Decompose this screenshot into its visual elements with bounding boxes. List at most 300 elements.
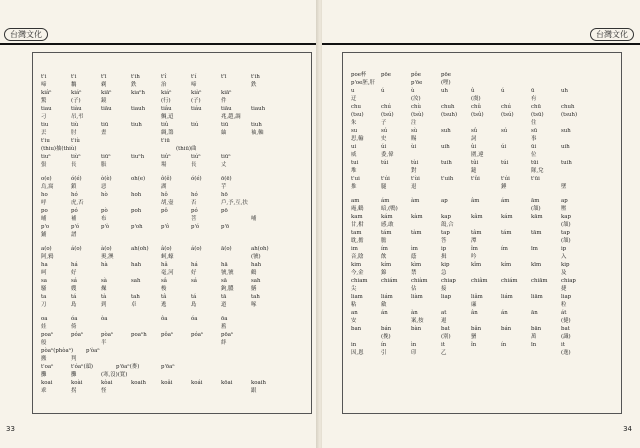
table-cell: án xyxy=(501,310,508,316)
table-cell: ó(é) xyxy=(191,176,202,182)
table-cell xyxy=(191,387,221,395)
table-row xyxy=(41,315,307,323)
table-cell: bān xyxy=(531,326,542,332)
table-cell: 絆 xyxy=(221,340,227,346)
table-cell xyxy=(381,95,411,103)
table-cell xyxy=(531,317,561,325)
table-cell xyxy=(351,333,381,341)
table-cell xyxy=(441,135,471,143)
table-cell xyxy=(131,215,161,223)
table-row xyxy=(41,121,307,129)
table-row xyxy=(41,81,307,89)
table-row xyxy=(351,167,617,175)
table-cell: 鉤,膿 xyxy=(221,286,234,292)
table-cell: úi xyxy=(381,144,387,150)
table-row xyxy=(351,183,617,191)
table-cell: (thiū)曲 xyxy=(176,146,197,152)
table-cell xyxy=(101,137,131,145)
table-cell: su xyxy=(351,128,358,134)
table-cell: chuh xyxy=(561,104,575,110)
table-cell: tūi xyxy=(531,160,539,166)
table-cell: ah(oh) xyxy=(131,246,149,252)
table-cell: 位 xyxy=(531,152,537,158)
table-cell xyxy=(191,323,221,331)
table-cell: ôa xyxy=(161,316,168,322)
table-cell xyxy=(131,129,161,137)
table-cell: âm xyxy=(471,198,480,204)
table-row xyxy=(351,317,617,325)
table-cell: sû xyxy=(471,128,478,134)
table-cell: 刁 xyxy=(41,114,47,120)
table-cell: chū xyxy=(531,104,541,110)
table-row xyxy=(351,261,617,269)
table-cell xyxy=(501,221,531,229)
table-cell: 好 xyxy=(191,270,197,276)
table-cell: ān xyxy=(531,310,538,316)
table-row xyxy=(351,135,617,143)
table-cell xyxy=(131,113,161,121)
table-cell: chiàm xyxy=(411,278,428,284)
table-cell xyxy=(471,285,501,293)
table-row xyxy=(41,191,307,199)
table-cell xyxy=(221,81,251,89)
table-cell xyxy=(501,333,531,341)
table-cell: 粘 xyxy=(351,302,357,308)
table-row xyxy=(41,355,307,363)
table-cell: ú xyxy=(501,88,505,94)
syllable-table xyxy=(41,73,307,395)
table-cell: tùi xyxy=(411,160,419,166)
table-cell: 佔 xyxy=(411,286,417,292)
table-row xyxy=(41,73,307,81)
table-cell: ín xyxy=(381,342,387,348)
table-cell xyxy=(221,215,251,223)
table-cell: chiām xyxy=(531,278,548,284)
table-cell: 子 xyxy=(381,120,387,126)
table-cell: hâ xyxy=(161,262,168,268)
table-cell: kiāⁿ xyxy=(101,90,112,96)
table-row xyxy=(351,151,617,159)
table-cell: 島 xyxy=(191,302,197,308)
table-row xyxy=(41,153,307,161)
table-cell: 堆 xyxy=(351,168,357,174)
table-cell: 尖 xyxy=(351,286,357,292)
table-cell: 烏,窩 xyxy=(41,184,54,190)
table-cell: tûi xyxy=(471,160,479,166)
table-cell: t'ih xyxy=(251,74,260,80)
table-cell: 袖,軸 xyxy=(251,130,264,136)
table-cell xyxy=(131,183,161,191)
table-cell: liam xyxy=(351,294,363,300)
table-cell: poaⁿ xyxy=(41,332,54,338)
table-cell: t'ûi xyxy=(471,176,480,182)
table-row xyxy=(41,207,307,215)
table-cell: ùi xyxy=(411,144,417,150)
table-cell: túi xyxy=(501,160,509,166)
table-cell: koài xyxy=(71,380,83,386)
table-cell: tap xyxy=(441,230,450,236)
table-cell: hó xyxy=(71,192,78,198)
table-cell xyxy=(131,253,161,261)
table-cell: bat xyxy=(441,326,450,332)
table-cell: 耽,擔 xyxy=(351,238,364,244)
table-cell: (tsuh) xyxy=(441,112,458,118)
table-cell: hò xyxy=(101,192,108,198)
table-cell: (哩) xyxy=(441,80,451,86)
table-cell: u xyxy=(351,88,355,94)
table-cell: ām xyxy=(531,198,540,204)
table-cell: tiauh xyxy=(131,106,146,112)
table-cell xyxy=(191,129,221,137)
table-cell: tám xyxy=(501,230,512,236)
table-cell: ím xyxy=(381,246,388,252)
table-row xyxy=(41,129,307,137)
table-cell: 及 xyxy=(561,270,567,276)
table-cell: â(o) xyxy=(161,246,172,252)
table-cell: tiū xyxy=(101,122,109,128)
table-cell: 紬 xyxy=(221,130,227,136)
table-cell: 騷 xyxy=(41,286,47,292)
table-cell: 譜 xyxy=(71,232,77,238)
table-cell: 娃 xyxy=(41,324,47,330)
table-cell: pó xyxy=(191,208,198,214)
table-cell xyxy=(131,161,161,169)
table-cell: tui xyxy=(351,160,359,166)
table-cell: 卓 xyxy=(131,302,137,308)
table-cell: òa xyxy=(101,316,108,322)
page-number: 34 xyxy=(623,425,632,433)
table-cell xyxy=(441,95,471,103)
table-cell: 判 xyxy=(71,356,77,362)
table-cell: 嫂 xyxy=(71,286,77,292)
table-cell: 綢,籌 xyxy=(161,130,174,136)
table-cell xyxy=(131,285,161,293)
table-cell: ú xyxy=(381,88,385,94)
table-cell xyxy=(501,253,531,261)
table-cell xyxy=(101,199,131,207)
table-cell: 鱔 xyxy=(251,286,257,292)
table-cell: chú xyxy=(501,104,511,110)
table-cell xyxy=(161,231,191,239)
table-cell: t'ui xyxy=(351,176,360,182)
table-cell: (tsū) xyxy=(531,112,544,118)
table-cell: tiáu xyxy=(191,106,202,112)
table-cell: suh xyxy=(441,128,451,134)
table-cell xyxy=(131,231,161,239)
table-cell: tiāu xyxy=(221,106,232,112)
table-cell: 答 xyxy=(441,238,447,244)
table-cell xyxy=(131,269,161,277)
table-cell: óa xyxy=(71,316,78,322)
table-cell: îm xyxy=(471,246,478,252)
table-row xyxy=(41,363,307,371)
table-cell: liàm xyxy=(411,294,423,300)
table-cell: (tsuh) xyxy=(561,112,578,118)
table-cell: 黐 xyxy=(71,82,77,88)
table-cell: 接 xyxy=(441,286,447,292)
table-cell: 庵,鶴 xyxy=(351,206,364,212)
table-cell: (tsù) xyxy=(411,112,424,118)
table-cell: 島 xyxy=(71,302,77,308)
table-cell: 壓 xyxy=(561,206,567,212)
table-cell xyxy=(131,137,161,145)
table-cell: chiám xyxy=(381,278,398,284)
table-row xyxy=(41,223,307,231)
table-cell xyxy=(221,253,251,261)
table-cell: 兆,趙,調 xyxy=(221,114,241,120)
table-cell xyxy=(161,215,191,223)
table-cell: poh xyxy=(131,208,142,214)
table-cell: (挽) xyxy=(381,334,391,340)
table-cell: 般 xyxy=(41,340,47,346)
table-cell: suh xyxy=(561,128,571,134)
table-cell: 脹 xyxy=(101,162,107,168)
table-row xyxy=(41,199,307,207)
table-cell: 菩 xyxy=(191,216,197,222)
table-row xyxy=(351,301,617,309)
table-cell: p'ó xyxy=(71,224,80,230)
table-cell: chú xyxy=(381,104,391,110)
table-cell: 膽 xyxy=(381,238,387,244)
table-cell: chù xyxy=(411,104,421,110)
table-cell: ìm xyxy=(411,246,418,252)
table-cell: 鯛,迢 xyxy=(161,114,174,120)
table-cell xyxy=(161,323,191,331)
table-cell: 鶴 xyxy=(251,270,257,276)
table-cell: tà xyxy=(101,294,107,300)
table-cell: (頷) xyxy=(561,222,571,228)
table-cell: po xyxy=(41,208,48,214)
table-cell: tah xyxy=(131,294,140,300)
table-cell: ù xyxy=(411,88,415,94)
table-cell: 引 xyxy=(381,350,387,356)
table-cell: 感,敢 xyxy=(381,222,394,228)
table-cell: p'ōe xyxy=(411,80,423,86)
table-row xyxy=(351,325,617,333)
table-row xyxy=(41,261,307,269)
table-cell xyxy=(471,349,501,357)
table-cell: tiâu xyxy=(161,106,172,112)
table-cell xyxy=(501,205,531,213)
table-cell: uih xyxy=(441,144,450,150)
table-cell: īn xyxy=(531,342,537,348)
table-cell: 住 xyxy=(531,120,537,126)
table-row xyxy=(351,119,617,127)
table-cell xyxy=(441,205,471,213)
table-cell: am xyxy=(351,198,360,204)
table-cell: ûi xyxy=(471,144,477,150)
table-cell: sā xyxy=(221,278,227,284)
table-row xyxy=(351,79,617,87)
table-cell: (逸) xyxy=(561,350,571,356)
table-cell: t'i xyxy=(41,74,47,80)
syllable-table xyxy=(351,71,617,357)
table-cell: 燥 xyxy=(101,286,107,292)
table-cell xyxy=(501,167,531,175)
table-cell: sù xyxy=(411,128,418,134)
table-cell: 揖 xyxy=(441,254,447,260)
table-row xyxy=(351,277,617,285)
table-cell: hà xyxy=(101,262,108,268)
table-cell: tiu xyxy=(41,122,49,128)
table-cell: pōe xyxy=(441,72,451,78)
table-cell: p'ōaⁿ xyxy=(161,364,175,370)
table-row xyxy=(41,231,307,239)
table-cell: àm xyxy=(411,198,420,204)
table-cell: tiû xyxy=(161,122,169,128)
table-cell: ám xyxy=(501,198,510,204)
table-cell: 驚 xyxy=(41,98,47,104)
table-row xyxy=(351,87,617,95)
table-row xyxy=(41,175,307,183)
table-row xyxy=(41,183,307,191)
magazine-logo: 台灣文化 xyxy=(4,28,48,41)
table-cell xyxy=(146,145,176,153)
table-cell xyxy=(191,253,221,261)
table-cell: ám xyxy=(381,198,390,204)
table-row xyxy=(41,113,307,121)
table-cell: p'ò xyxy=(101,224,110,230)
table-row xyxy=(351,127,617,135)
table-cell: t'ī xyxy=(101,74,107,80)
table-cell xyxy=(101,323,131,331)
table-cell xyxy=(381,317,411,325)
table-cell: bàn xyxy=(411,326,422,332)
table-cell: 威 xyxy=(351,152,357,158)
table-cell: kam xyxy=(351,214,363,220)
table-cell: kìm xyxy=(411,262,422,268)
table-cell: 剃 xyxy=(101,82,107,88)
table-cell: kím xyxy=(501,262,512,268)
table-row xyxy=(41,285,307,293)
table-cell: pô xyxy=(161,208,168,214)
table-cell: im xyxy=(351,246,358,252)
table-cell: ap xyxy=(561,198,568,204)
table-cell: (tsú) xyxy=(501,112,514,118)
table-cell xyxy=(221,387,251,395)
table-cell xyxy=(101,269,131,277)
table-cell: 啄 xyxy=(251,302,257,308)
table-cell: 推 xyxy=(351,184,357,190)
table-row xyxy=(41,293,307,301)
table-cell: tām xyxy=(531,230,542,236)
table-row xyxy=(351,269,617,277)
table-row xyxy=(351,349,617,357)
table-cell: 鎖 xyxy=(71,184,77,190)
table-cell: a(o) xyxy=(41,246,52,252)
table-cell: 甘,柑 xyxy=(351,222,364,228)
table-cell: 到 xyxy=(101,302,107,308)
table-cell: 毫,河 xyxy=(161,270,174,276)
table-cell xyxy=(471,205,501,213)
table-cell: 對 xyxy=(411,168,417,174)
table-cell: koaih xyxy=(251,380,266,386)
table-cell: koaih xyxy=(131,380,146,386)
table-cell xyxy=(101,231,131,239)
table-cell: 鉄 xyxy=(251,82,257,88)
table-cell: liap xyxy=(441,294,452,300)
table-cell xyxy=(191,183,221,191)
table-cell xyxy=(471,183,501,191)
table-cell xyxy=(116,145,146,153)
table-cell: tiau xyxy=(41,106,52,112)
table-cell: bân xyxy=(471,326,482,332)
table-cell: 事 xyxy=(531,136,537,142)
table-cell: (寒,沒)(寬) xyxy=(101,372,128,378)
table-cell: 圍,違 xyxy=(471,152,484,158)
table-cell: tiuh xyxy=(131,122,142,128)
table-cell: 入 xyxy=(561,254,567,260)
table-cell: poe杯 xyxy=(351,72,367,78)
table-cell: pó xyxy=(71,208,78,214)
table-cell: kòai xyxy=(101,380,113,386)
table-cell: hó xyxy=(191,192,198,198)
table-row xyxy=(351,95,617,103)
table-row xyxy=(351,229,617,237)
table-cell xyxy=(381,285,411,293)
table-cell: uih xyxy=(561,144,570,150)
table-row xyxy=(41,253,307,261)
header-rule xyxy=(0,43,318,45)
table-cell: kám xyxy=(501,214,513,220)
table-cell xyxy=(471,119,501,127)
table-cell xyxy=(411,333,441,341)
table-cell: 道 xyxy=(221,302,227,308)
table-cell: ūi xyxy=(531,144,537,150)
table-cell: chiâm xyxy=(471,278,488,284)
table-cell: tá xyxy=(191,294,197,300)
table-cell xyxy=(441,183,471,191)
table-cell: 長 xyxy=(191,162,197,168)
table-cell: t'ī xyxy=(221,74,227,80)
table-row xyxy=(41,387,307,395)
table-cell: tā xyxy=(221,294,227,300)
right-page xyxy=(322,0,640,448)
table-cell: há xyxy=(71,262,78,268)
table-row xyxy=(41,105,307,113)
table-cell: 音,陰 xyxy=(351,254,364,260)
table-cell: 鏡 xyxy=(101,98,107,104)
table-cell: á(o) xyxy=(71,246,82,252)
table-cell: koai xyxy=(41,380,53,386)
table-cell: úi xyxy=(501,144,507,150)
table-cell: kám xyxy=(381,214,393,220)
table-cell: 飲 xyxy=(381,254,387,260)
table-cell: (汝) xyxy=(411,96,421,102)
table-row xyxy=(351,159,617,167)
table-cell: oh(e) xyxy=(131,176,146,182)
table-cell xyxy=(86,145,116,153)
table-cell: bán xyxy=(381,326,392,332)
table-cell xyxy=(501,237,531,245)
table-cell xyxy=(501,135,531,143)
table-cell: tiūⁿ xyxy=(221,154,231,160)
table-cell: tâm xyxy=(471,230,482,236)
table-cell: 呵 xyxy=(41,270,47,276)
table-cell: pôe xyxy=(411,72,421,78)
table-cell xyxy=(501,95,531,103)
table-cell: 乙 xyxy=(441,350,447,356)
table-cell: t'úi xyxy=(381,176,390,182)
table-cell: sá xyxy=(71,278,77,284)
table-cell: chû xyxy=(471,104,481,110)
table-row xyxy=(351,143,617,151)
table-cell: 鴿,合 xyxy=(441,222,454,228)
table-cell: (tsû) xyxy=(471,112,484,118)
table-cell: hō xyxy=(221,192,228,198)
table-cell: pō xyxy=(221,208,228,214)
table-cell: 戶,予,互,扶 xyxy=(221,200,248,206)
